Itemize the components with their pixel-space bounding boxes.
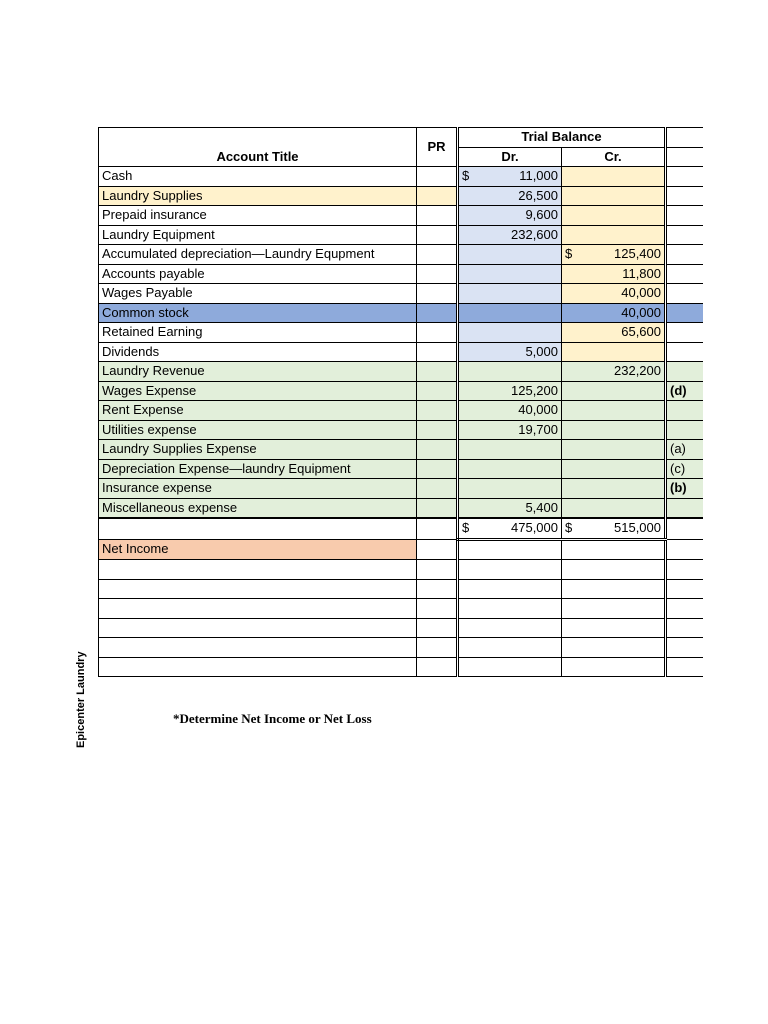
table-row (99, 420, 703, 440)
pr-cell (417, 381, 458, 401)
table-row (99, 284, 703, 304)
credit-cell (562, 459, 666, 479)
account-title: Laundry Supplies Expense (99, 440, 417, 460)
account-title (99, 579, 417, 599)
empty-row (99, 657, 703, 677)
account-title: Miscellaneous expense (99, 498, 417, 518)
pr-cell (417, 303, 458, 323)
credit-cell (562, 186, 666, 206)
adjustment-note (666, 362, 703, 382)
credit-cell (562, 381, 666, 401)
pr-cell (417, 225, 458, 245)
dollar-sign: $ (462, 168, 470, 184)
table-row (99, 167, 703, 187)
adjustment-note: (a) (666, 440, 703, 460)
credit-cell (562, 264, 666, 284)
credit-cell (562, 440, 666, 460)
amount-value: 515,000 (614, 520, 661, 536)
pr-cell (417, 518, 458, 539)
amount-value: 125,200 (511, 382, 558, 398)
adjustment-note (666, 539, 703, 560)
net-income-label: Net Income (99, 539, 417, 560)
pr-cell (417, 167, 458, 187)
trial-balance-header: Trial Balance (458, 128, 666, 148)
pr-cell (417, 579, 458, 599)
account-title: Retained Earning (99, 323, 417, 343)
pr-cell (417, 599, 458, 619)
account-title-header: Account Title (99, 128, 417, 167)
table-row (99, 362, 703, 382)
pr-cell (417, 186, 458, 206)
debit-cell (458, 225, 562, 245)
pr-cell (417, 459, 458, 479)
credit-cell (562, 206, 666, 226)
next-section-subheader (666, 147, 703, 167)
debit-cell (458, 381, 562, 401)
credit-cell (562, 657, 666, 677)
account-title: Insurance expense (99, 479, 417, 499)
adjustment-note (666, 245, 703, 265)
dr-header: Dr. (458, 147, 562, 167)
amount-value: 11,800 (622, 265, 661, 281)
amount-value: 125,400 (614, 246, 661, 262)
credit-cell (562, 303, 666, 323)
table-row (99, 401, 703, 421)
debit-cell (458, 599, 562, 619)
debit-cell (458, 245, 562, 265)
table-row (99, 186, 703, 206)
adjustment-note (666, 518, 703, 539)
pr-cell (417, 245, 458, 265)
amount-value: 232,600 (511, 226, 558, 242)
debit-cell (458, 560, 562, 580)
credit-cell (562, 342, 666, 362)
pr-cell (417, 539, 458, 560)
company-name-vertical: Epicenter Laundry (75, 651, 87, 748)
debit-cell (458, 167, 562, 187)
pr-cell (417, 206, 458, 226)
debit-cell (458, 539, 562, 560)
adjustment-note: (d) (666, 381, 703, 401)
debit-cell (458, 459, 562, 479)
credit-cell (562, 498, 666, 518)
credit-cell (562, 167, 666, 187)
pr-cell (417, 440, 458, 460)
totals-row (99, 518, 703, 539)
adjustment-note (666, 401, 703, 421)
debit-cell (458, 264, 562, 284)
amount-value: 5,000 (525, 343, 558, 359)
debit-cell (458, 638, 562, 658)
account-title: Wages Payable (99, 284, 417, 304)
credit-cell (562, 579, 666, 599)
amount-value: 40,000 (621, 285, 661, 301)
account-title: Accumulated depreciation—Laundry Equpment (99, 245, 417, 265)
dollar-sign: $ (565, 520, 573, 536)
adjustment-note (666, 303, 703, 323)
amount-value: 65,600 (621, 324, 661, 340)
debit-cell (458, 440, 562, 460)
pr-cell (417, 657, 458, 677)
amount-value: 40,000 (621, 304, 661, 320)
account-title: Dividends (99, 342, 417, 362)
adjustment-note (666, 206, 703, 226)
adjustment-note (666, 638, 703, 658)
empty-row (99, 579, 703, 599)
debit-cell (458, 579, 562, 599)
table-row (99, 381, 703, 401)
debit-cell (458, 186, 562, 206)
credit-cell (562, 479, 666, 499)
pr-cell (417, 323, 458, 343)
credit-cell (562, 284, 666, 304)
credit-cell (562, 245, 666, 265)
dollar-sign: $ (565, 246, 573, 262)
pr-cell (417, 264, 458, 284)
table-row (99, 342, 703, 362)
adjustment-note (666, 560, 703, 580)
account-title: Utilities expense (99, 420, 417, 440)
account-title (99, 657, 417, 677)
empty-row (99, 638, 703, 658)
adjustment-note (666, 420, 703, 440)
amount-value: 19,700 (518, 421, 558, 437)
table-row (99, 303, 703, 323)
amount-value: 232,200 (614, 363, 661, 379)
amount-value: 475,000 (511, 520, 558, 536)
adjustment-note (666, 186, 703, 206)
account-title: Laundry Supplies (99, 186, 417, 206)
credit-cell (562, 560, 666, 580)
debit-cell (458, 479, 562, 499)
adjustment-note (666, 284, 703, 304)
pr-cell (417, 342, 458, 362)
account-title: Accounts payable (99, 264, 417, 284)
cr-header: Cr. (562, 147, 666, 167)
credit-total (562, 518, 666, 539)
adjustment-note (666, 579, 703, 599)
pr-cell (417, 560, 458, 580)
table-row (99, 264, 703, 284)
debit-cell (458, 303, 562, 323)
net-income-row (99, 539, 703, 560)
adjustment-note: (c) (666, 459, 703, 479)
adjustment-note (666, 618, 703, 638)
debit-cell (458, 420, 562, 440)
account-title: Rent Expense (99, 401, 417, 421)
debit-cell (458, 362, 562, 382)
table-row (99, 459, 703, 479)
adjustment-note (666, 498, 703, 518)
amount-value: 11,000 (519, 168, 558, 184)
account-title: Common stock (99, 303, 417, 323)
adjustment-note (666, 167, 703, 187)
credit-cell (562, 420, 666, 440)
table-row (99, 323, 703, 343)
debit-cell (458, 401, 562, 421)
pr-cell (417, 284, 458, 304)
debit-cell (458, 657, 562, 677)
account-rows (99, 167, 703, 677)
next-section-header (666, 128, 703, 148)
credit-cell (562, 599, 666, 619)
amount-value: 40,000 (518, 402, 558, 418)
account-title (99, 599, 417, 619)
debit-cell (458, 618, 562, 638)
table-row (99, 440, 703, 460)
debit-cell (458, 206, 562, 226)
table-row (99, 479, 703, 499)
totals-label (99, 518, 417, 539)
table-row (99, 225, 703, 245)
account-title: Depreciation Expense—laundry Equipment (99, 459, 417, 479)
account-title: Cash (99, 167, 417, 187)
credit-cell (562, 401, 666, 421)
account-title (99, 638, 417, 658)
account-title: Prepaid insurance (99, 206, 417, 226)
account-title (99, 618, 417, 638)
adjustment-note (666, 225, 703, 245)
pr-cell (417, 479, 458, 499)
adjustment-note (666, 342, 703, 362)
table-row (99, 245, 703, 265)
empty-row (99, 599, 703, 619)
amount-value: 26,500 (518, 187, 558, 203)
adjustment-note (666, 657, 703, 677)
credit-cell (562, 225, 666, 245)
table-row (99, 206, 703, 226)
pr-cell (417, 401, 458, 421)
pr-cell (417, 362, 458, 382)
amount-value: 9,600 (525, 207, 558, 223)
pr-cell (417, 638, 458, 658)
amount-value: 5,400 (525, 499, 558, 515)
adjustment-note: (b) (666, 479, 703, 499)
account-title: Laundry Equipment (99, 225, 417, 245)
pr-cell (417, 498, 458, 518)
debit-cell (458, 323, 562, 343)
adjustment-note (666, 264, 703, 284)
table-row (99, 498, 703, 518)
adjustment-note (666, 599, 703, 619)
adjustment-note (666, 323, 703, 343)
empty-row (99, 560, 703, 580)
credit-cell (562, 638, 666, 658)
footnote: *Determine Net Income or Net Loss (173, 711, 372, 726)
empty-row (99, 618, 703, 638)
dollar-sign: $ (462, 520, 470, 536)
credit-cell (562, 539, 666, 560)
account-title: Laundry Revenue (99, 362, 417, 382)
debit-cell (458, 342, 562, 362)
debit-cell (458, 498, 562, 518)
account-title: Wages Expense (99, 381, 417, 401)
credit-cell (562, 323, 666, 343)
account-title (99, 560, 417, 580)
credit-cell (562, 618, 666, 638)
pr-header: PR (417, 128, 458, 167)
debit-cell (458, 284, 562, 304)
debit-total (458, 518, 562, 539)
trial-balance-table (98, 127, 703, 677)
credit-cell (562, 362, 666, 382)
pr-cell (417, 618, 458, 638)
pr-cell (417, 420, 458, 440)
